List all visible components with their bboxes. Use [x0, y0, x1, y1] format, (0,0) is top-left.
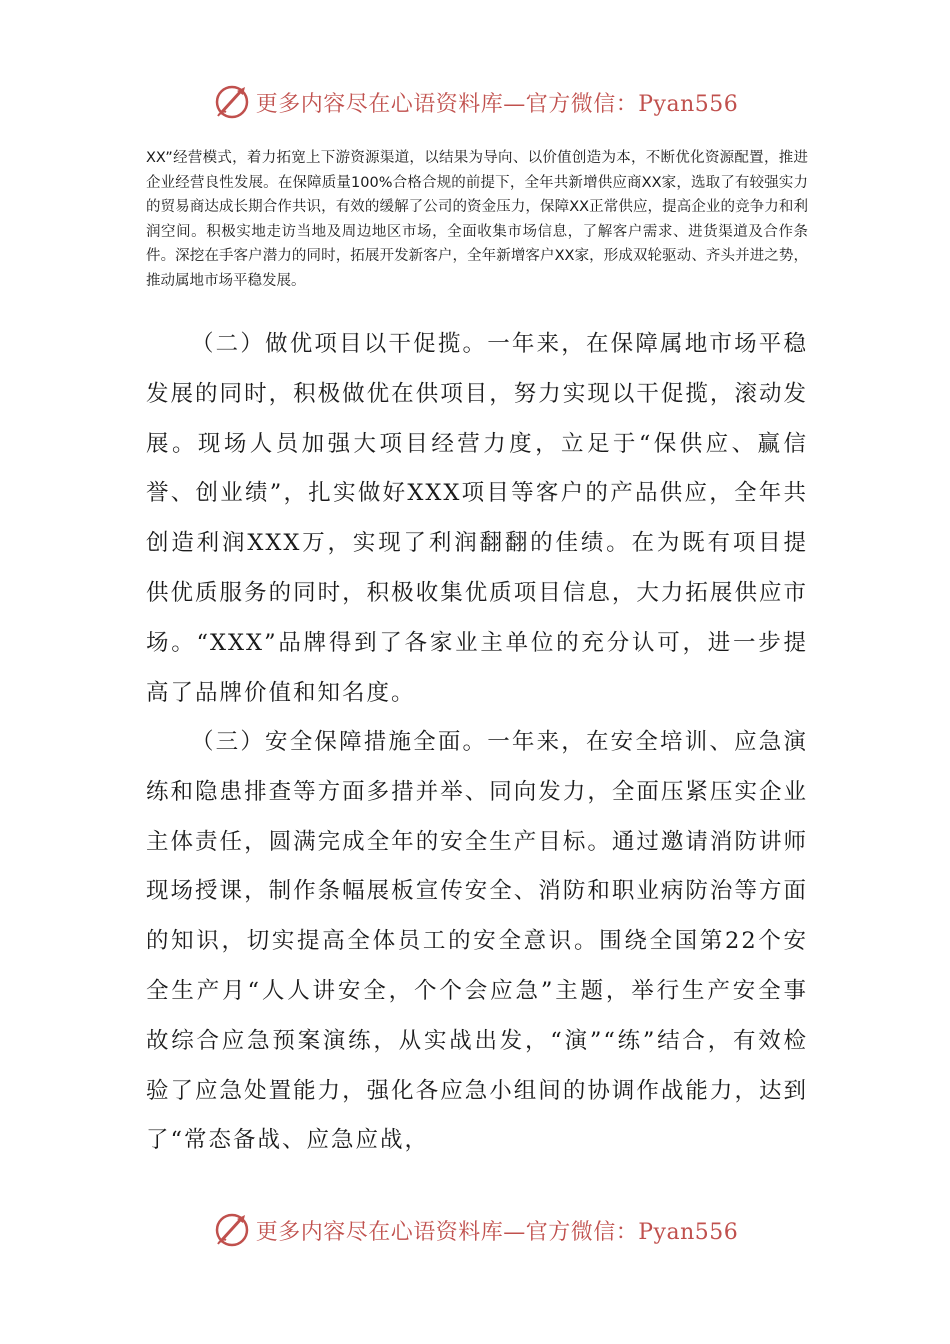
watermark-header — [0, 80, 950, 124]
watermark-text: 更多内容尽在心语资料库—官方微信：Pyan556 — [255, 91, 739, 117]
watermark-text: 更多内容尽在心语资料库—官方微信：Pyan556 — [255, 1219, 739, 1245]
pen-logo-icon — [212, 82, 252, 122]
paragraph-1: XX”经营模式，着力拓宽上下游资源渠道，以结果为导向、以价值创造为本，不断优化资源配置，推进企业经营良性发展。在保障质量100%合格合规的前提下，全年共新增供应商XX家，选取了有较强实力的贸易商达成长期合作共识，有效的缓解了公司的资金压力，保障XX正常供应，提高企业的竞争力和利润空间。积极实地走访当地及周边地区市场，全面收集市场信息，了解客户需求、进货渠道及合作条件。深挖在手客户潜力的同时，拓展开发新客户，全年新增客户XX家，形成双轮驱动、齐头并进之势，推动属地市场平稳发展。 — [146, 150, 808, 289]
pen-logo-icon — [212, 1210, 252, 1250]
watermark-header-inner — [212, 82, 739, 122]
watermark-footer — [0, 1208, 950, 1252]
paragraph-3: （三）安全保障措施全面。一年来，在安全培训、应急演练和隐患排查等方面多措并举、同向发力，全面压紧压实企业主体责任，圆满完成全年的安全生产目标。通过邀请消防讲师现场授课，制作条幅展板宣传安全、消防和职业病防治等方面的知识，切实提高全体员工的安全意识。围绕全国第22个安全生产月“人人讲安全，个个会应急”主题，举行生产安全事故综合应急预案演练，从实战出发，“演”“练”结合，有效检验了应急处置能力，强化各应急小组间的协调作战能力，达到了“常态备战、应急应战， — [146, 729, 808, 1154]
paragraph-2: （二）做优项目以干促揽。一年来，在保障属地市场平稳发展的同时，积极做优在供项目，努力实现以干促揽，滚动发展。现场人员加强大项目经营力度，立足于“保供应、赢信誉、创业绩”，扎实做好XXX项目等客户的产品供应，全年共创造利润XXX万，实现了利润翻翻的佳绩。在为既有项目提供优质服务的同时，积极收集优质项目信息，大力拓展供应市场。“XXX”品牌得到了各家业主单位的充分认可，进一步提高了品牌价值和知名度。 — [146, 331, 808, 706]
watermark-footer-inner — [212, 1210, 739, 1250]
